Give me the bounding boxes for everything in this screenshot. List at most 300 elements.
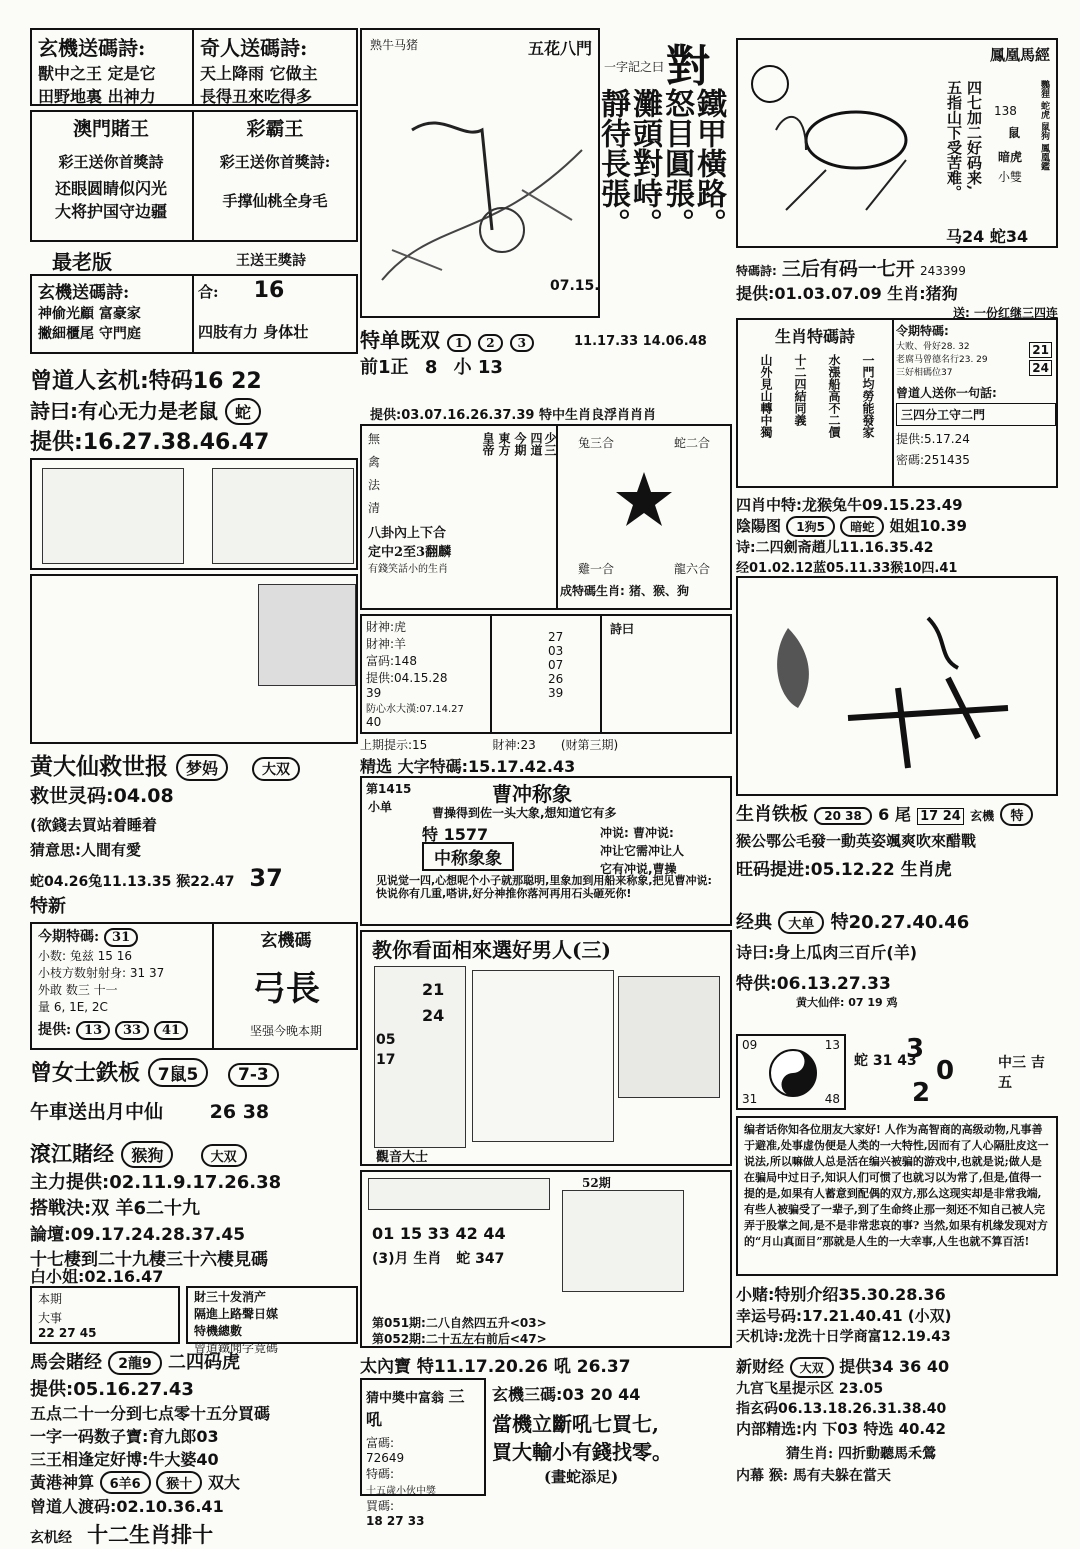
dui-prefix: 一字記之曰 (604, 60, 665, 74)
man-portrait-image (618, 976, 720, 1098)
grid-label-2: 禽 (368, 455, 381, 469)
tj-num-2: 13 (824, 1038, 840, 1052)
jingxin-label: 特新 (30, 896, 66, 917)
teji-section (736, 254, 1058, 320)
painting-box (360, 28, 600, 318)
macau-box (32, 114, 190, 222)
mahui-section (30, 1348, 358, 1547)
grid-vert-4: 四道 (529, 432, 543, 456)
sx-col-1: 一門均勞能發家 (861, 354, 875, 438)
mid-num-3: 07 (548, 658, 564, 672)
clipping-box (30, 458, 358, 570)
pig-badge-4: 小雙 (998, 170, 1023, 184)
cai-box-row-1: 富碼: (366, 1436, 395, 1450)
cai-row-6: 防心水大漢:07.14.27 (366, 704, 464, 715)
dan-circle-2: 2 (478, 334, 502, 352)
right-box-line: 三四分工守二門 (896, 403, 1056, 426)
cao-title: 曹冲称象 (492, 782, 572, 806)
grid-label-4: 清 (368, 501, 381, 515)
caonv-tag-1: 7鼠5 (148, 1058, 209, 1087)
xincai-title: 新财经 (736, 1357, 785, 1376)
cao-inner-right-3: 它有冲说,曹操 (600, 862, 677, 876)
macau-line-2: 大将护国守边疆 (54, 202, 167, 221)
tj-num-4: 48 (824, 1092, 840, 1106)
hua-line: (畫蛇添足) (544, 1468, 619, 1486)
face-num-3: 05 (376, 1032, 396, 1048)
caodaoren-2-line: 曾道人渡码:02.10.36.41 (30, 1497, 224, 1516)
mid-num-4: 26 (548, 672, 564, 686)
jd-small: 黄大仙伴: 07 19 鸡 (796, 996, 898, 1009)
grid-label-1: 無 (368, 432, 381, 446)
footer-prefix: 玄机经 (30, 1530, 72, 1546)
grid-text-2: 定中2至3翻麟 (368, 545, 452, 560)
jd-title: 经典 (736, 912, 772, 933)
middle-bottom-section (360, 1352, 732, 1542)
taiji-box (736, 1034, 846, 1110)
dui-character: 對 (666, 41, 710, 92)
yinyang-tag-1: 1狗5 (786, 516, 835, 537)
right-box-title: 令期特碼: (896, 324, 949, 338)
sxb-tag-4: 玄機 (970, 809, 995, 823)
cai-box-row-4: 十五歲小伙中獎 (366, 1486, 436, 1497)
cai-shengxiao-line: 猜生肖: 四折動聽馬禾鶯 (786, 1446, 937, 1462)
hongyang-tag-2: 猴十 (156, 1471, 202, 1494)
zuilao-tag: 王送王獎詩 (236, 253, 306, 269)
right-box-row-3: 三好相碼位37 (896, 368, 953, 378)
zuilao-title: 最老版 (52, 250, 112, 274)
zhuli-line: 主力提供:02.11.9.17.26.38 (30, 1172, 282, 1193)
mahui-numbers: 提供:05.16.27.43 (30, 1379, 194, 1400)
macau-title: 澳門賭王 (72, 118, 149, 140)
cartoon-face-image (258, 584, 356, 686)
dui-line-3: 灘頭對峙。 (627, 88, 662, 238)
caiba-box (194, 114, 356, 211)
taineiqiu-line: 太內寶 特11.17.20.26 吼 26.37 (360, 1357, 631, 1377)
date-1: 07.15. (550, 278, 600, 294)
niuche-text: 午車送出月中仙 (30, 1101, 164, 1123)
dan-section (360, 324, 570, 414)
teji-line: 三后有码一七开 (781, 258, 915, 280)
xuanjima-footer: 坚强今晚本期 (249, 1024, 322, 1038)
cai-row-5: 39 (366, 686, 382, 700)
huang-number: 37 (249, 864, 283, 892)
tema-table-row-2: 小枝方数射射身: 31 37 (38, 966, 165, 980)
right-box-val-2: 24 (1029, 360, 1052, 376)
xuanjima-glyph: 弓長 (252, 969, 320, 1009)
sxb-tag-2: 6 尾 (878, 805, 911, 824)
sxb-tag-3: 17 24 (917, 808, 964, 825)
he-value: 16 (253, 278, 285, 303)
caochong-box (360, 776, 732, 926)
bx-right-3: 特機總數 (194, 1324, 243, 1338)
grid-vert-5: 少三 (543, 432, 557, 456)
face-num-4: 17 (376, 1052, 396, 1068)
cao-numbers: 特 1577 (422, 825, 489, 844)
xuanji-poem-line-2: 田野地裏 出神力 (38, 87, 156, 106)
sx-col-3: 十二四結同義 (793, 354, 807, 426)
shiyu-line: 诗:二四劍斋趙儿11.16.35.42 (736, 540, 934, 556)
tema-table-value: 31 (104, 928, 138, 947)
cai-row-4: 提供:04.15.28 (366, 671, 448, 685)
yinyang-title: 陰陽图 (736, 517, 782, 535)
dang-line: 當機立斷吼七買七, (492, 1412, 659, 1436)
jd-tigong: 特供:06.13.27.33 (736, 974, 891, 994)
baixiaojie-section (30, 1264, 358, 1355)
painting-title: 五花八門 (527, 39, 592, 58)
star-box (560, 430, 728, 600)
wudian-line: 五点二十一分到七点零十五分買碼 (30, 1404, 271, 1423)
cal-week: 52期 (582, 1176, 611, 1190)
star-label-1: 兔三合 (578, 436, 615, 450)
mid-num-2: 03 (548, 644, 564, 658)
editor-article-box (736, 1116, 1058, 1276)
jingdian-section (736, 908, 1058, 1028)
cai-row-3: 富码:148 (366, 654, 417, 668)
caishen-footer (360, 734, 732, 752)
right-bottom-section (736, 1282, 1058, 1532)
baixiaojie-box (30, 1286, 180, 1344)
phoenix-badge: 鸚狸 蛇虎 鼠狗 鳳凰鑑 (1039, 80, 1049, 171)
caiba-line: 手撑仙桃全身毛 (222, 192, 328, 210)
bagua-grid (368, 430, 468, 575)
tema-num-2: 33 (115, 1021, 149, 1040)
bx-right-1: 財三十发消产 (194, 1290, 267, 1304)
gunjiang-tag: 猴狗 (121, 1141, 173, 1168)
caodao-line-2: 詩曰:有心无力是老鼠 (30, 399, 218, 423)
tj-num-3: 31 (742, 1092, 758, 1106)
cai-foot-1: 上期提示:15 (360, 738, 428, 752)
dan-circle-3: 3 (510, 334, 534, 352)
right-column (736, 28, 1058, 1525)
mahui-title: 馬会賭经 (30, 1352, 102, 1373)
dan-right: 小 13 (453, 357, 503, 378)
ink-painting-image (748, 588, 1048, 788)
grid-star-box (360, 424, 732, 610)
cal-tail: 蛇 347 (456, 1251, 505, 1267)
tj-right: 中三 吉五 (998, 1055, 1045, 1091)
cai-box-row-3: 特碼: (366, 1467, 395, 1481)
tema-table-title: 今期特碼: (38, 929, 100, 945)
cai-box-row-5: 買碼: (366, 1499, 395, 1513)
zuilao-poem-line-1: 神偷光顧 富豪家 (38, 306, 141, 322)
gunjiang-section (30, 1138, 358, 1270)
pig-badge-2: 鼠 (1008, 126, 1021, 140)
bx-box-line-1: 本期 (38, 1292, 63, 1306)
cai-box-row-6: 18 27 33 (366, 1514, 425, 1528)
heron-painting-image (372, 70, 592, 290)
huang-line-3: 猜意思:人間有愛 (30, 841, 141, 859)
caodao-line-3: 提供:16.27.38.46.47 (30, 430, 270, 455)
yizi-line: 一字一码数子寶:育九郎03 (30, 1427, 219, 1446)
sizhi-text: 四肢有力 身体壮 (198, 323, 309, 341)
xuanjima-box (216, 926, 356, 1039)
mid-num-5: 39 (548, 686, 564, 700)
tema-num-3: 41 (154, 1021, 188, 1040)
xuanji-three-line: 玄機三碼:03 20 44 (492, 1385, 641, 1404)
right-box-row-2: 老腐马曾德名行23. 29 (896, 355, 988, 365)
niuche-numbers: 26 38 (209, 1101, 270, 1123)
bx-right-4: 曾道鐵聞字竟碼 (194, 1341, 279, 1355)
cal-period-2: 第052期:二十五左右前后<47> (372, 1332, 547, 1346)
huang-line-1: 救世灵码:04.08 (30, 785, 174, 807)
tj-big-1: 3 (906, 1034, 925, 1064)
hongyang-tail: 双大 (207, 1473, 240, 1492)
dui-line-2: 怒目圓張。 (659, 88, 694, 238)
jingxuan-line: 精选 大字特碼:15.17.42.43 (360, 757, 576, 776)
xinyun-line: 幸运号码:17.21.40.41 (小双) (736, 1307, 952, 1325)
tema-num-1: 13 (76, 1021, 110, 1040)
grid-text-1: 八卦內上下合 (368, 526, 447, 541)
grid-vert-2: 東方 (497, 432, 511, 456)
jingxuan-line-wrap (360, 754, 732, 774)
cai-row-2: 財神:羊 (366, 637, 407, 651)
star-label-3: 雞一合 (578, 562, 615, 576)
shiqi-line: 十七棲到二十九棲三十六棲見碼 (30, 1250, 268, 1270)
sxb-tag-5: 特 (1000, 803, 1033, 826)
qiren-poem-line-1: 天上降雨 它做主 (200, 64, 318, 83)
jd-tag: 大单 (778, 911, 824, 934)
cal-period-1: 第051期:二八自然四五升<03> (372, 1316, 547, 1330)
painting-caption: 熟牛马猪 (370, 38, 419, 52)
tigong-line: 提供:01.03.07.09 生肖:猪狗 (736, 284, 958, 303)
qiren-poem-title: 奇人送碼詩: (200, 36, 308, 60)
cartoon-box (30, 574, 358, 744)
sanjia-line: 三王相逢定好博:牛大婆40 (30, 1450, 219, 1469)
huang-tag: 梦妈 (176, 754, 228, 781)
grid-vert-3: 今期 (513, 432, 527, 456)
neimu-line: 内幕 猴: 馬有夫躲在當天 (736, 1468, 891, 1484)
right-box-sent: 曾道人送你一句話: (896, 386, 997, 400)
lingqi-box (896, 322, 1056, 468)
taiji-section (736, 1030, 1058, 1112)
shenshen-line: 送: 一份红继三四连 (953, 306, 1058, 320)
calendar-header (368, 1178, 550, 1210)
phoenix-title: 鳳凰馬經 (989, 46, 1050, 64)
he-box (198, 278, 356, 342)
tj-num-1: 09 (742, 1038, 758, 1052)
ink-painting-box (736, 576, 1058, 796)
dan-provide: 提供:03.07.16.26.37.39 特中生肖良浮肖肖肖 (370, 408, 656, 423)
cai-box-title: 猜中奬中富翁 (366, 1391, 445, 1406)
tema-table-row-4: 量 6, 1E, 2C (38, 1000, 108, 1014)
face-num-2: 24 (422, 1006, 445, 1025)
baixiaojie-right (186, 1286, 358, 1355)
cao-xiaodan: 小单 (368, 800, 393, 814)
zhiyan-line: 指玄码06.13.18.26.31.38.40 (736, 1401, 947, 1417)
star-label-2: 蛇二合 (673, 436, 710, 450)
editor-article: 编者话你知各位朋友大家好! 人作为高智商的高级动物,凡事善于避准,处事虚伪便是人类的一大特性,因而有了人心隔肚皮这一说法,所以嘛做人总是活在编兴被骗的游戏中,也就是说;做人是在骗局中过日子,知识人们可惯了也就习以为常了,但是,值得一提的是,如果有人蓄意到配偶的双方,那么这现实却是非常我端,有些人被骗受了一辈子,到了生命终止那一刻还不知自己被人完弄于股掌之间,是不是非常悲哀的事? 当然,如果有机缘发现对方的“月山真面目”那就是人生的一大幸事,人生也就不算百活! (744, 1123, 1049, 1248)
dan-subtitle: 前1正 (360, 357, 409, 378)
caiba-subtitle: 彩王送你首獎詩: (219, 153, 331, 171)
he-label: 合: (198, 283, 219, 301)
xuanjima-title: 玄機碼 (260, 931, 312, 951)
caishen-mid-numbers (548, 630, 598, 700)
shengxiao-title: 生肖特碼詩 (774, 327, 855, 346)
cao-inner-right-2: 冲让它需冲让人 (600, 844, 685, 858)
jiugong-line: 九宫飞星提示区 23.05 (736, 1381, 884, 1397)
luntan-line: 論壇:09.17.24.28.37.45 (30, 1225, 246, 1245)
huang-line-4: 蛇04.26兔11.13.35 猴22.47 (30, 874, 235, 890)
footer-title: 十二生肖排十 (87, 1522, 214, 1547)
huang-title: 黄大仙救世报 (30, 754, 168, 780)
mahui-tag: 2龍9 (108, 1351, 161, 1375)
calendar-grid (562, 1190, 684, 1292)
left-column (30, 28, 358, 1547)
guanyin-caption: 觀音大士 (376, 1150, 429, 1165)
cao-number: 第1415 (366, 782, 412, 796)
zuilao-section (30, 244, 358, 354)
bx-right-2: 隔進上路聲日媒 (194, 1307, 279, 1321)
teji-label: 特碼詩: (736, 264, 777, 278)
calendar-box (360, 1170, 732, 1348)
mahui-tail: 二四码虎 (168, 1352, 241, 1373)
caishen-left (366, 618, 488, 729)
huang-line-2: (欲錢去買站着睡着 (30, 816, 157, 834)
huang-tag-2: 大双 (252, 757, 300, 781)
caodao-line-1: 曾道人玄机:特码16 22 (30, 369, 262, 394)
poem-row (30, 28, 358, 106)
neibu-line: 内部精选:内 下03 特选 40.42 (736, 1420, 946, 1438)
caodao-tag: 蛇 (225, 398, 261, 425)
cai-zhong-box (360, 1378, 486, 1528)
cai-foot-2: 財神:23 (492, 738, 536, 752)
right-box-code: 密碼:251435 (896, 453, 970, 467)
dan-number: 8 (424, 357, 438, 378)
hongyang-title: 黃港神算 (30, 1473, 95, 1492)
clipping-table (212, 468, 354, 564)
sxb-tag-1: 20 38 (814, 807, 872, 825)
dui-line-4: 靜待長張。 (595, 88, 630, 238)
pig-badge-3: 暗虎 (998, 150, 1023, 164)
zuilao-poem-line-2: 撇細櫃尾 守門庭 (38, 326, 141, 342)
star-icon (614, 470, 674, 530)
middle-column (360, 28, 732, 1528)
face-reading-box (360, 930, 732, 1166)
pig-drawing-image (746, 50, 936, 240)
pig-box (736, 38, 1058, 248)
qiren-poem-line-2: 長得丑來吃得多 (200, 87, 313, 106)
xincai-tag: 大双 (790, 1357, 834, 1378)
tema-table-row-1: 小数: 兔兹 15 16 (38, 949, 133, 963)
macau-line-1: 还眼圆睛似闪光 (54, 179, 167, 198)
tianji-line: 天机诗:龙洗十日学商富12.19.43 (736, 1329, 951, 1345)
tj-right-2: 蛇 31 43 (854, 1053, 917, 1069)
dan-title: 特单既双 (360, 328, 440, 352)
tema-provide-label: 提供: (38, 1022, 72, 1038)
sizhong-line: 四肖中特:龙猴兔牛09.15.23.49 (736, 496, 963, 514)
right-box-provide: 提供:5.17.24 (896, 432, 970, 446)
cao-subtitle: 曹操得到佐一头大象,想知道它有多 (432, 806, 617, 820)
yinyang-tail: 姐姐10.39 (889, 517, 967, 535)
taiji-icon (768, 1048, 818, 1098)
sxb-title: 生肖铁板 (736, 804, 808, 825)
dui-section (595, 28, 732, 358)
cao-inner-title: 中称象象 (422, 842, 514, 871)
wang-line: 旺码提进:05.12.22 生肖虎 (736, 860, 952, 880)
zuilao-box (30, 274, 358, 354)
xuanji-poem-title: 玄機送碼詩: (38, 36, 146, 60)
sanwei-label: 三吼 (366, 1387, 465, 1429)
jd-shi: 诗曰:身上瓜肉三百斤(羊) (736, 943, 918, 962)
bx-box-line-2: 大事 (38, 1311, 63, 1325)
dui-line-1: 鐵甲橫路。 (691, 88, 726, 238)
jd-numbers: 特20.27.40.46 (830, 912, 970, 933)
cal-label: 生肖 (413, 1251, 442, 1267)
cao-inner-right-1: 冲说: 曹冲说: (600, 826, 674, 840)
face-num-1: 21 (422, 980, 445, 999)
right-box-row-1: 大败、骨好28. 32 (896, 342, 970, 352)
cai-box-row-2: 72649 (366, 1451, 405, 1465)
caodao-section (30, 364, 358, 454)
pig-badge: 138 (994, 104, 1017, 118)
huangdaxian-section (30, 748, 358, 918)
grid-text-3: 有錢笑話小的生肖 (368, 564, 448, 575)
shiyue-label: 詩曰 (610, 622, 635, 636)
tema-table-row (30, 922, 358, 1050)
caonv-title: 曾女士鉄板 (30, 1061, 141, 1086)
clipping-sketch (42, 468, 184, 564)
dan-circle-1: 1 (447, 334, 471, 352)
cal-numbers: 01 15 33 42 44 (372, 1224, 506, 1243)
caonv-tag-2: 7-3 (228, 1063, 279, 1087)
hongyang-tag-1: 6羊6 (100, 1471, 151, 1494)
tiqian-line: 搭戦決:双 羊6二十九 (30, 1198, 200, 1219)
pig-side-2: 五指山下受苦难。 (945, 80, 963, 200)
jing-line: 经01.02.12蓝05.11.33猴10四.41 (736, 561, 958, 576)
xuanji-poem-line-1: 獸中之王 定是它 (38, 64, 156, 83)
face-title: 教你看面相來選好男人(三) (372, 938, 611, 962)
sx-col-4: 山外見山轉中獨 (759, 354, 773, 438)
mid-num-1: 27 (548, 630, 564, 644)
teji-number: 243399 (920, 264, 966, 278)
tj-big-2: 0 (936, 1056, 955, 1086)
xiaoduan-line: 小赌:特别介绍35.30.28.36 (736, 1285, 946, 1304)
xuanji-poem-box (38, 32, 190, 107)
yinyang-tag-2: 暗蛇 (840, 516, 884, 537)
date-2: 11.17.33 14.06.48 (574, 334, 707, 349)
grid-vert-1: 皇帝 (481, 432, 495, 456)
macau-caiba-row (30, 110, 358, 242)
face-text-block (472, 970, 614, 1142)
gunjiang-tag-2: 大双 (201, 1144, 247, 1167)
zuilao-poem-title: 玄機送碼詩: (38, 283, 130, 303)
grid-label-3: 法 (368, 478, 381, 492)
star-footer: 成特碼生肖: 猪、猴、狗 (560, 584, 689, 598)
qiren-poem-box (200, 32, 356, 107)
baixiaojie-line: 白小姐:02.16.47 (30, 1267, 164, 1286)
star-label-4: 龍六合 (673, 562, 710, 576)
zuilao-poem (38, 278, 188, 343)
cao-body: 见说觉一四,心想呢个小子就那聪明,里象加到用船来称象,把见曹冲说: 快说你有几重,嗒讲,好分神推你落河再用石头砸死你! (376, 874, 712, 900)
pig-tail: 马24 蛇34 (946, 227, 1029, 246)
cai-row-1: 財神:虎 (366, 620, 407, 634)
mai-line: 買大輸小有錢找零。 (492, 1440, 672, 1464)
tema-table-box (38, 926, 210, 1040)
caishen-table (360, 614, 732, 734)
cai-row-7: 40 (366, 715, 382, 729)
cai-foot-3: (财第三期) (560, 738, 619, 752)
pig-side-1: 四七加二好码来, (965, 80, 983, 191)
macau-subtitle: 彩王送你首獎詩 (58, 153, 164, 171)
shengxiao-tema-box (736, 318, 1058, 488)
xincai-numbers: 提供34 36 40 (839, 1357, 950, 1376)
caiba-title: 彩霸王 (246, 118, 304, 140)
gunjiang-title: 滾江賭经 (30, 1142, 114, 1166)
tema-table-row-3: 外敢 数三 十一 (38, 983, 118, 997)
cal-tag: (3)月 (372, 1251, 409, 1267)
sx-col-2: 水漲船高不二價 (827, 354, 841, 438)
bx-box-line-3: 22 27 45 (38, 1326, 97, 1340)
